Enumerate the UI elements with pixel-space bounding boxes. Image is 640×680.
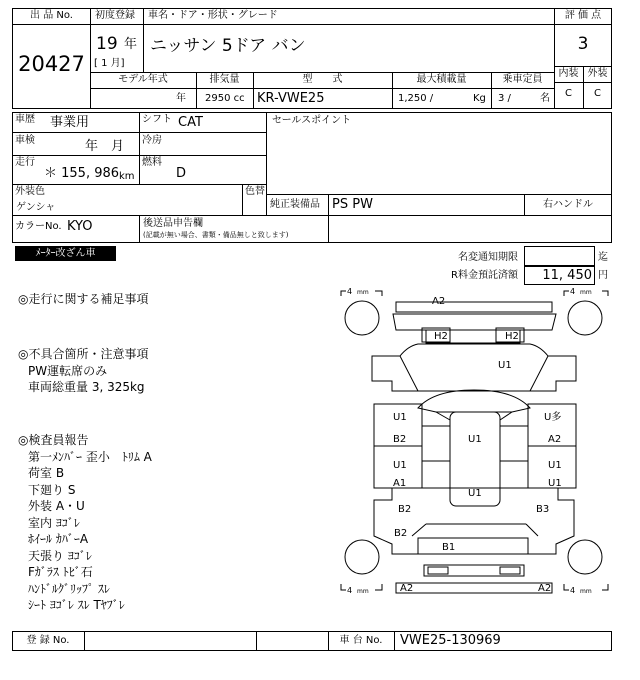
color-aftermarket-box [12, 215, 612, 243]
grade-label: 評 価 点 [564, 10, 602, 21]
tire-label: 4 [347, 586, 353, 595]
front-bumper [396, 302, 552, 312]
inspection-label: 車検 [15, 135, 35, 146]
max-load-unit: Kg [473, 93, 486, 104]
inspector-item: 第一ﾒﾝﾊﾞｰ 歪小 ﾄﾘﾑ A [28, 449, 152, 464]
recycle-unit: 円 [598, 270, 608, 281]
damage-diagram [338, 286, 612, 626]
inspector-item: ﾎｲｰﾙ ｶﾊﾞｰA [28, 532, 89, 546]
color-change-label: 色替 [245, 186, 265, 197]
tire-label: 4 [570, 287, 576, 296]
first-reg-year: 19 [96, 34, 118, 54]
mileage-label: 走行 [15, 157, 35, 168]
tire-unit: mm [580, 289, 592, 296]
recycle-amount: 11, 450 [542, 268, 592, 283]
options: PS PW [332, 197, 373, 212]
car-name-label: 車名・ドア・形状・グレード [148, 10, 278, 21]
damage-mark: U1 [468, 434, 482, 445]
color-no-label: カラーNo. [15, 221, 62, 232]
max-load-label: 最大積載量 [416, 74, 467, 85]
damage-mark: U1 [468, 488, 482, 499]
shift-label: シフト [142, 114, 172, 125]
name-change-box [524, 246, 595, 266]
exterior-label: 外装 [587, 68, 608, 79]
history-label: 車歴 [15, 114, 35, 125]
damage-mark: U多 [544, 412, 562, 423]
model-label: 型 式 [302, 74, 343, 85]
model-year-unit: 年 [176, 93, 186, 104]
damage-mark: A1 [393, 478, 407, 489]
defects-header: ◎不具合箇所・注意事項 [18, 347, 149, 361]
tire-unit: mm [357, 289, 369, 296]
chassis-no: VWE25-130969 [400, 633, 501, 648]
rear-hatch [418, 538, 528, 554]
damage-mark: U1 [393, 460, 407, 471]
options-label: 純正装備品 [270, 199, 320, 210]
footer-box [12, 631, 612, 651]
exterior-color: ゲンシャ [16, 202, 56, 213]
defects-section [18, 346, 148, 396]
registration-label: 登 録 No. [26, 635, 70, 646]
damage-mark: H2 [434, 331, 448, 342]
inspector-section [18, 432, 152, 614]
tire-unit: mm [357, 588, 369, 595]
recycle-label: R料金預託済額 [451, 270, 518, 281]
steering: 右ハンドル [543, 199, 593, 210]
inspector-item: 天張り ﾖｺﾞﾚ [28, 548, 92, 563]
damage-mark: A2 [548, 434, 562, 445]
lot-no: 20427 [18, 52, 85, 76]
interior-label: 内装 [558, 68, 579, 79]
first-reg-month: [ 1 月] [94, 58, 125, 69]
aftermarket-note: (記載が無い場合、書類・備品無しと致します) [143, 231, 289, 239]
displacement: 2950 cc [205, 93, 245, 104]
displacement-label: 排気量 [209, 74, 240, 85]
year-unit: 年 [124, 37, 138, 52]
meter-tampered-badge: ﾒｰﾀｰ改ざん車 [15, 246, 116, 261]
defect-item: 車両総重量 3, 325kg [28, 380, 145, 394]
wheel-rear-right [568, 540, 602, 574]
name-change-unit: 迄 [598, 252, 608, 263]
wheel-front-right [568, 301, 602, 335]
damage-mark: B2 [394, 528, 408, 539]
inspector-item: 室内 ﾖｺﾞﾚ [28, 515, 80, 530]
damage-mark: B2 [393, 434, 407, 445]
notes-section [18, 291, 148, 308]
history: 事業用 [50, 115, 90, 130]
damage-mark: U1 [498, 360, 512, 371]
lot-no-label: 出 品 No. [30, 10, 73, 21]
inspector-item: 外装 A・U [28, 499, 85, 513]
tire-unit: mm [580, 588, 592, 595]
wheel-front-left [345, 301, 379, 335]
max-load: 1,250 / [398, 93, 434, 104]
mileage-unit: km [119, 171, 135, 182]
sales-point-label: セールスポイント [272, 115, 352, 126]
damage-mark: A2 [432, 296, 446, 307]
car-name: ニッサン 5ドア バン [150, 36, 306, 56]
inspector-item: ｼｰﾄ ﾖｺﾞﾚ ｽﾚ Tﾔﾌﾞﾚ [28, 598, 125, 612]
name-change-label: 名変通知期限 [458, 252, 518, 263]
tire-label: 4 [570, 586, 576, 595]
interior-grade: C [565, 88, 572, 99]
inspector-item: 荷室 B [28, 466, 65, 480]
tire-label: 4 [347, 287, 353, 296]
damage-mark: B2 [398, 504, 412, 515]
cabin [418, 390, 530, 412]
chassis-label: 車 台 No. [339, 635, 383, 646]
overall-grade: 3 [577, 34, 589, 54]
damage-mark: U1 [393, 412, 407, 423]
capacity-unit: 名 [540, 93, 550, 104]
inspection: 年 月 [85, 139, 125, 154]
mileage: ＊ 155, 986 [44, 166, 120, 181]
damage-mark: U1 [548, 478, 562, 489]
color-no: KYO [67, 219, 93, 234]
aircon-label: 冷房 [142, 135, 162, 146]
damage-mark: A2 [400, 583, 414, 594]
inspector-item: Fｶﾞﾗｽ ﾄﾋﾞ石 [28, 565, 93, 579]
damage-mark: B1 [442, 542, 456, 553]
defect-item: PW運転席のみ [28, 363, 108, 378]
model-year-label: モデル年式 [118, 74, 168, 85]
fuel-label: 燃料 [142, 157, 162, 168]
aftermarket-label: 後送品申告欄 [143, 218, 203, 229]
fuel: D [176, 166, 187, 181]
damage-mark: A2 [538, 583, 552, 594]
inspector-header: ◎検査員報告 [18, 433, 89, 447]
first-reg-label: 初度登録 [95, 10, 135, 21]
driving-header: ◎走行に関する補足事項 [18, 292, 149, 306]
capacity: 3 / [498, 93, 511, 104]
exterior-grade: C [594, 88, 601, 99]
model: KR-VWE25 [257, 91, 325, 106]
damage-mark: H2 [505, 331, 519, 342]
inspector-item: 下廻り S [28, 482, 76, 497]
damage-mark: B3 [536, 504, 550, 515]
inspector-item: ﾊﾝﾄﾞﾙｸﾞﾘｯﾌﾟ ｽﾚ [28, 581, 110, 596]
capacity-label: 乗車定員 [502, 74, 543, 85]
body-outline [372, 344, 576, 391]
damage-mark: U1 [548, 460, 562, 471]
wheel-rear-left [345, 540, 379, 574]
shift: CAT [178, 115, 203, 130]
exterior-color-label: 外装色 [15, 186, 45, 197]
